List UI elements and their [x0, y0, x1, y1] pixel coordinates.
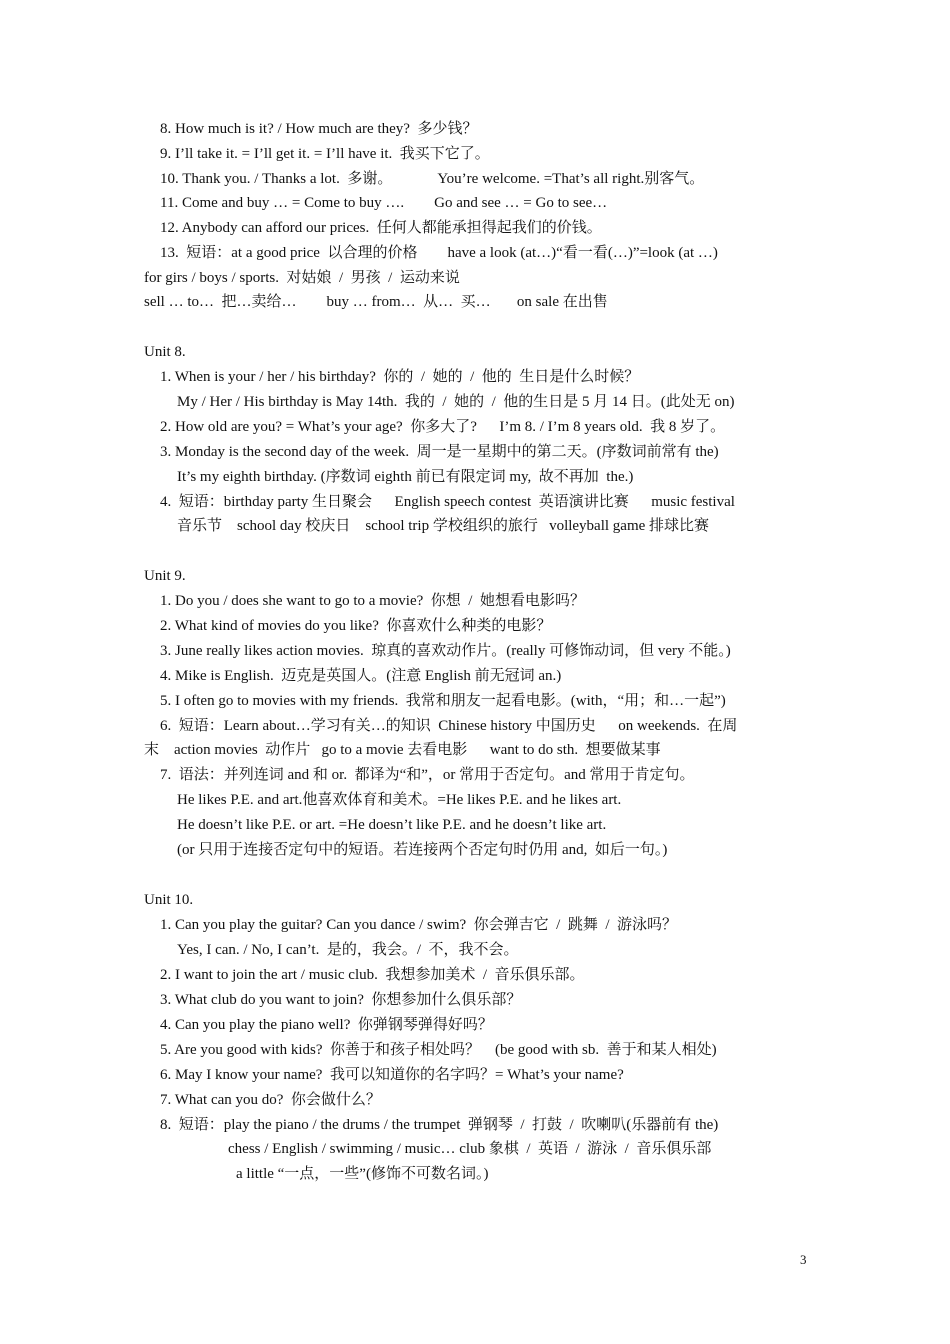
- text-line: He likes P.E. and art.他喜欢体育和美术。=He likes P.E. and he likes art.: [177, 792, 622, 808]
- text-line: 3. What club do you want to join? 你想参加什么俱乐部？: [160, 992, 522, 1008]
- text-line: 8. How much is it? / How much are they? 多少钱？: [160, 121, 478, 137]
- unit-heading: Unit 8.: [144, 344, 186, 360]
- text-line: 4. 短语：birthday party 生日聚会 English speech contest 英语演讲比赛 music festival: [160, 494, 735, 510]
- text-line: 1. Do you / does she want to go to a movie? 你想 / 她想看电影吗？: [160, 593, 585, 609]
- text-line: 4. Can you play the piano well? 你弹钢琴弹得好吗？: [160, 1017, 493, 1033]
- text-line: 6. 短语：Learn about…学习有关…的知识 Chinese history 中国历史 on weekends. 在周: [160, 718, 738, 734]
- text-line: 1. When is your / her / his birthday? 你的 / 她的 / 他的 生日是什么时候？: [160, 369, 640, 385]
- text-line: 4. Mike is English. 迈克是英国人。(注意 English 前无冠词 an.): [160, 668, 562, 684]
- unit-heading: Unit 9.: [144, 568, 186, 584]
- unit-heading: Unit 10.: [144, 892, 194, 908]
- text-line: 7. What can you do? 你会做什么？: [160, 1092, 381, 1108]
- text-line: 2. How old are you? = What’s your age? 你多大了? I’m 8. / I’m 8 years old. 我 8 岁了。: [160, 419, 726, 435]
- text-line: My / Her / His birthday is May 14th. 我的 / 她的 / 他的生日是 5 月 14 日。(此处无 on): [177, 394, 735, 410]
- text-line: It’s my eighth birthday. (序数词 eighth 前已有限定词 my, 故不再加 the.): [177, 469, 634, 485]
- text-line: 音乐节 school day 校庆日 school trip 学校组织的旅行 volleyball game 排球比赛: [177, 518, 710, 534]
- text-line: sell … to… 把…卖给… buy … from… 从… 买… on sale 在出售: [144, 294, 608, 310]
- text-line: 8. 短语：play the piano / the drums / the trumpet 弹钢琴 / 打鼓 / 吹喇叭(乐器前有 the): [160, 1117, 719, 1133]
- text-line: 5. I often go to movies with my friends. 我常和朋友一起看电影。(with，“用；和…一起”): [160, 693, 726, 709]
- text-line: 6. May I know your name? 我可以知道你的名字吗？= What’s your name?: [160, 1067, 624, 1083]
- text-line: 13. 短语：at a good price 以合理的价格 have a look (at…)“看一看(…)”=look (at …): [160, 245, 718, 261]
- text-line: for girs / boys / sports. 对姑娘 / 男孩 / 运动来说: [144, 270, 460, 286]
- text-line: (or 只用于连接否定句中的短语。若连接两个否定句时仍用 and, 如后一句。): [177, 842, 668, 858]
- text-line: 3. Monday is the second day of the week. 周一是一星期中的第二天。(序数词前常有 the): [160, 444, 719, 460]
- text-line: Yes, I can. / No, I can’t. 是的，我会。/ 不，我不会。: [177, 942, 519, 958]
- text-line: chess / English / swimming / music… club 象棋 / 英语 / 游泳 / 音乐俱乐部: [228, 1141, 712, 1157]
- text-line: 5. Are you good with kids? 你善于和孩子相处吗？ (be good with sb. 善于和某人相处): [160, 1042, 717, 1058]
- text-line: 10. Thank you. / Thanks a lot. 多谢。 You’re welcome. =That’s all right.别客气。: [160, 171, 705, 187]
- page-number: 3: [800, 1252, 807, 1267]
- text-line: a little “一点，一些”(修饰不可数名词。): [236, 1166, 489, 1182]
- text-line: 1. Can you play the guitar? Can you dance / swim? 你会弹吉它 / 跳舞 / 游泳吗？: [160, 917, 678, 933]
- text-line: 2. What kind of movies do you like? 你喜欢什么种类的电影？: [160, 618, 552, 634]
- text-line: 12. Anybody can afford our prices. 任何人都能承担得起我们的价钱。: [160, 220, 602, 236]
- text-line: 9. I’ll take it. = I’ll get it. = I’ll have it. 我买下它了。: [160, 146, 490, 162]
- text-line: 3. June really likes action movies. 琼真的喜欢动作片。(really 可修饰动词，但 very 不能。): [160, 643, 731, 659]
- text-line: 11. Come and buy … = Come to buy …. Go and see … = Go to see…: [160, 195, 608, 211]
- text-line: He doesn’t like P.E. or art. =He doesn’t like P.E. and he doesn’t like art.: [177, 817, 607, 833]
- text-line: 7. 语法：并列连词 and 和 or. 都译为“和”，or 常用于否定句。and 常用于肯定句。: [160, 767, 695, 783]
- text-line: 末 action movies 动作片 go to a movie 去看电影 want to do sth. 想要做某事: [144, 742, 661, 758]
- text-line: 2. I want to join the art / music club. 我想参加美术 / 音乐俱乐部。: [160, 967, 585, 983]
